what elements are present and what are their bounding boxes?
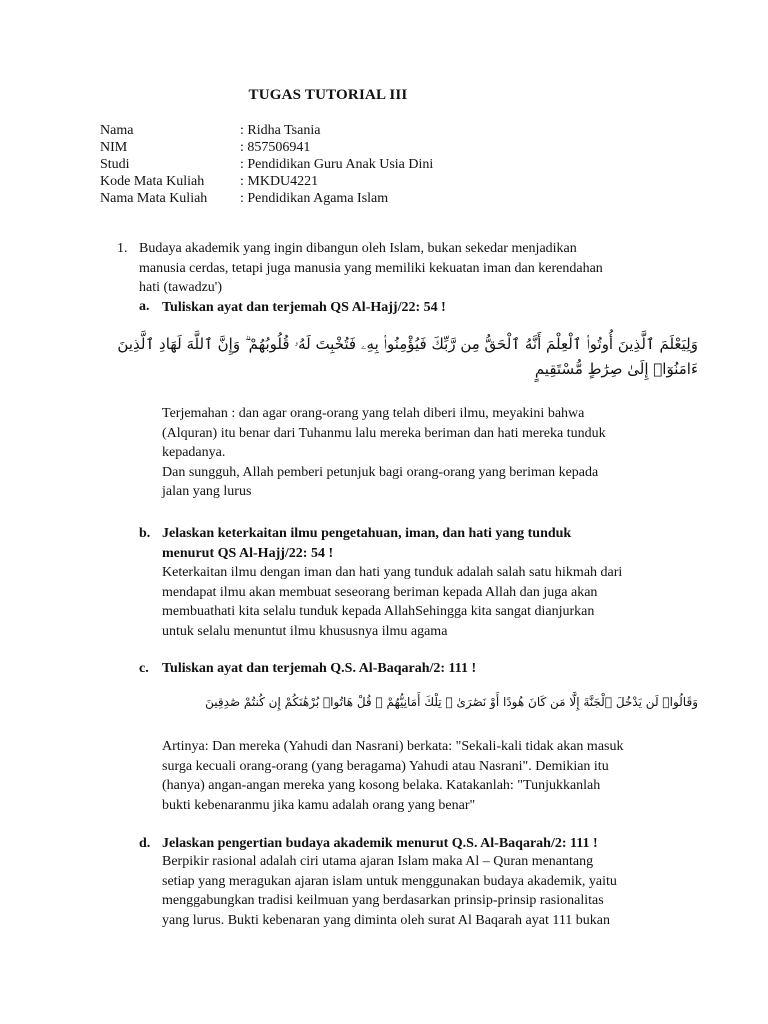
heading-line: menurut QS Al-Hajj/22: 54 !: [162, 545, 334, 561]
text-line: Dan sungguh, Allah pemberi petunjuk bagi orang-orang yang beriman kepada: [162, 464, 599, 480]
identity-label: Nama Mata Kuliah: [100, 191, 208, 206]
text-line: Keterkaitan ilmu dengan iman dan hati yang tunduk adalah salah satu hikmah dari: [162, 565, 623, 580]
heading-line: Jelaskan keterkaitan ilmu pengetahuan, iman, dan hati yang tunduk: [162, 526, 572, 541]
part-c-translation: [162, 737, 623, 815]
part-d-answer: [162, 852, 617, 930]
identity-value: : Pendidikan Agama Islam: [240, 191, 389, 206]
text-line: Berpikir rasional adalah ciri utama ajaran Islam maka Al – Quran menantang: [162, 854, 594, 869]
text-line: surga kecuali orang-orang (yang beragama) Yahudi atau Nasrani". Demikian itu: [162, 758, 609, 774]
part-c-heading: Tuliskan ayat dan terjemah Q.S. Al-Baqarah/2: 111 !: [162, 661, 477, 676]
identity-label: Kode Mata Kuliah: [100, 174, 205, 189]
part-a-translation: [162, 404, 606, 502]
identity-value: : Ridha Tsania: [240, 123, 321, 138]
text-line: kepadanya.: [162, 445, 226, 460]
part-b-answer: [162, 563, 622, 641]
part-b-heading: [162, 524, 571, 563]
question-1-text: [139, 239, 603, 298]
arabic-verse-baqarah: وَقَالُوا۟ لَن يَدْخُلَ ٱلْجَنَّةَ إِلَّا مَن كَانَ هُودًا أَوْ نَصَٰرَىٰ ۗ تِلْكَ أَمَانِيُّهُمْ ۗ قُلْ هَاتُوا۟ بُرْهَٰنَكُمْ إِن كُنتُمْ صَٰدِقِينَ: [205, 695, 698, 709]
identity-label: Studi: [100, 157, 130, 172]
text-line: (hanya) angan-angan mereka yang kosong belaka. Katakanlah: "Tunjukkanlah: [162, 778, 601, 793]
text-line: Budaya akademik yang ingin dibangun oleh Islam, bukan sekedar menjadikan: [139, 241, 577, 256]
part-c-letter: c.: [139, 661, 149, 676]
text-line: manusia cerdas, tetapi juga manusia yang memiliki kekuatan iman dan kerendahan: [139, 260, 603, 276]
identity-row-mata-kuliah: [100, 190, 388, 207]
part-d-heading: Jelaskan pengertian budaya akademik menurut Q.S. Al-Baqarah/2: 111 !: [162, 836, 598, 851]
text-line: setiap yang meragukan ajaran islam untuk menggunakan budaya akademik, yaitu: [162, 873, 617, 889]
text-line: membuathati kita selalu tunduk kepada AllahSehingga kita sangat dianjurkan: [162, 604, 595, 619]
part-b-letter: b.: [139, 526, 151, 541]
identity-row-studi: [100, 156, 433, 173]
text-line: mendapat ilmu akan membuat seseorang beriman kepada Allah dan juga akan: [162, 584, 598, 600]
text-line: Terjemahan : dan agar orang-orang yang telah diberi ilmu, meyakini bahwa: [162, 406, 585, 421]
identity-row-nim: [100, 139, 310, 156]
text-line: yang lurus. Bukti kebenaran yang diminta oleh surat Al Baqarah ayat 111 bukan: [162, 912, 611, 928]
text-line: bukti kebenaranmu jika kamu adalah orang yang benar": [162, 797, 476, 813]
arabic-verse-hajj-line1: وَلِيَعْلَمَ ٱلَّذِينَ أُوتُوا۟ ٱلْعِلْمَ أَنَّهُ ٱلْحَقُّ مِن رَّبِّكَ فَيُؤْمِنُوا۟ بِهِۦ فَتُخْبِتَ لَهُۥ قُلُوبُهُمْ ۗ وَإِنَّ ٱللَّهَ لَهَادِ ٱلَّذِينَ: [117, 335, 698, 353]
identity-value: : MKDU4221: [240, 174, 319, 189]
identity-label: NIM: [100, 140, 128, 155]
text-line: jalan yang lurus: [162, 484, 252, 499]
document-title: TUGAS TUTORIAL III: [248, 87, 408, 103]
text-line: hati (tawadzu'): [139, 280, 222, 295]
identity-value: : Pendidikan Guru Anak Usia Dini: [240, 157, 434, 172]
identity-row-kode: [100, 173, 318, 190]
part-a-letter: a.: [139, 299, 150, 314]
part-d-letter: d.: [139, 836, 151, 851]
identity-value: : 857506941: [240, 140, 311, 155]
identity-label: Nama: [100, 123, 134, 138]
question-number: 1.: [117, 241, 128, 256]
text-line: untuk selalu menuntut ilmu khususnya ilmu agama: [162, 623, 448, 639]
text-line: menggabungkan tradisi keilmuan yang berdasarkan prinsip-prinsip rasionalitas: [162, 893, 604, 908]
text-line: Artinya: Dan mereka (Yahudi dan Nasrani) berkata: "Sekali-kali tidak akan masuk: [162, 739, 624, 754]
identity-row-nama: [100, 122, 320, 139]
text-line: (Alquran) itu benar dari Tuhanmu lalu mereka beriman dan hati mereka tunduk: [162, 425, 606, 441]
arabic-verse-hajj-line2: ءَامَنُوٓا۟ إِلَىٰ صِرَٰطٍ مُّسْتَقِيمٍ: [534, 360, 698, 378]
part-a-heading: Tuliskan ayat dan terjemah QS Al-Hajj/22: 54 !: [162, 300, 446, 315]
